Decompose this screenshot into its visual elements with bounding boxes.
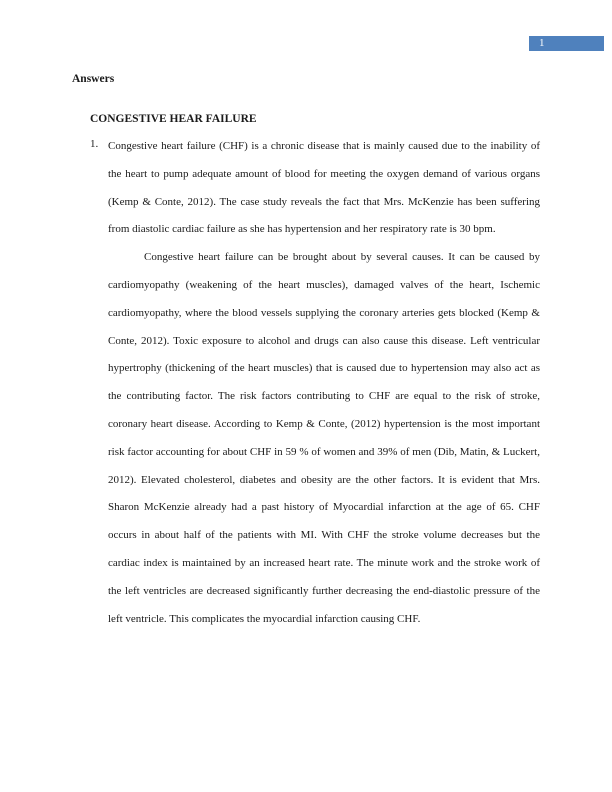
section-title: CONGESTIVE HEAR FAILURE — [90, 113, 257, 125]
paragraph-1: Congestive heart failure (CHF) is a chronic disease that is mainly caused due to the inability of the heart to pump adequate amount of blood for meeting the oxygen demand of various organs (Kemp & Conte, 2012). The case study reveals the fact that Mrs. McKenzie has been suffering from diastolic cardiac failure as she has hypertension and her respiratory rate is 30 bpm. — [108, 140, 540, 236]
list-number: 1. — [90, 138, 99, 150]
answers-heading: Answers — [72, 73, 115, 85]
paragraph-2: Congestive heart failure can be brought about by several causes. It can be caused by cardiomyopathy (weakening of the heart muscles), damaged valves of the heart, Ischemic cardiomyopathy, where the blood vessels supplying the coronary arteries gets blocked (Kemp & Conte, 2012). Toxic exposure to alcohol and drugs can also cause this disease. Left ventricular hypertrophy (thickening of the heart muscles) that is caused due to hypertension may also act as the contributing factor. The risk factors contributing to CHF are equal to the risk of stroke, coronary heart disease. According to Kemp & Conte, (2012) hypertension is the most important risk factor accounting for about CHF in 59 % of women and 39% of men (Dib, Matin, & Luckert, 2012). Elevated cholesterol, diabetes and obesity are the other factors. It is evident that Mrs. Sharon McKenzie already had a past history of Myocardial infarction at the age of 65. CHF occurs in about half of the patients with MI. With CHF the stroke volume decreases but the cardiac index is maintained by an increased heart rate. The minute work and the stroke work of the left ventricles are decreased significantly further decreasing the end-diastolic pressure of the left ventricle. This complicates the myocardial infarction causing CHF. — [108, 251, 540, 625]
page-number: 1 — [529, 36, 604, 51]
answer-body — [108, 133, 540, 633]
